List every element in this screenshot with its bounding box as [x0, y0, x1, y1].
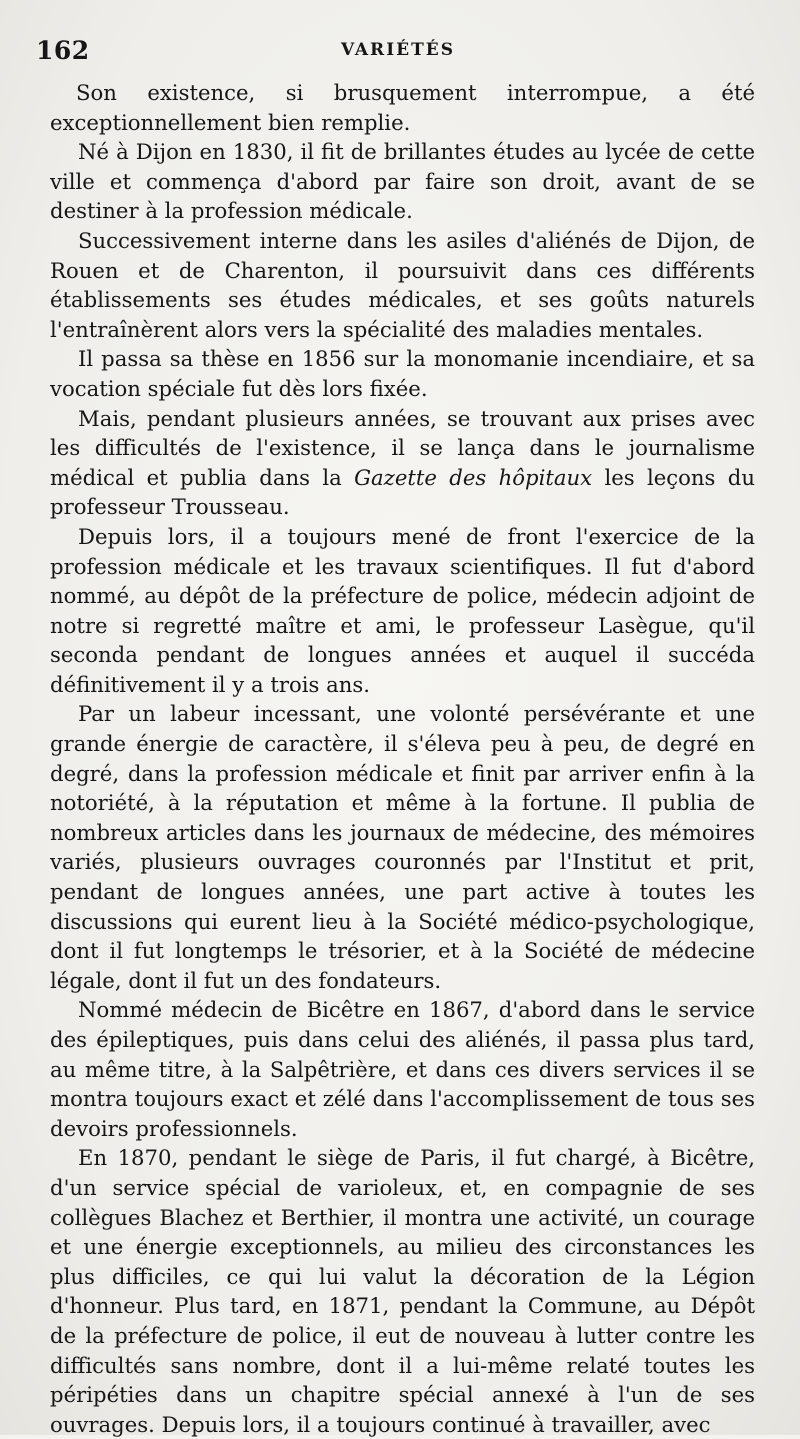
paragraph: Il passa sa thèse en 1856 sur la monomanie incendiaire, et sa vocation spéciale fut dès lors fixée. — [50, 346, 755, 401]
paragraph-text: Mais, pendant plusieurs années, se trouvant aux prises avec les difficultés de l'existence, il se lança dans le journalisme médical et publia dans la — [50, 405, 755, 490]
paragraph-text: les leçons du professeur Trousseau. — [50, 464, 755, 520]
body-text — [50, 78, 755, 1439]
paragraph: Nommé médecin de Bicêtre en 1867, d'abord dans le service des épileptiques, puis dans celui des aliénés, il passa plus tard, au même titre, à la Salpêtrière, et dans ces divers services il se montra toujours exact et zélé dans l'accomplissement de tous ses devoirs professionnels. — [50, 997, 755, 1141]
paragraph: Par un labeur incessant, une volonté persévérante et une grande énergie de caractère, il s'éleva peu à peu, de degré en degré, dans la profession médicale et finit par arriver enfin à la notoriété, à la réputation et même à la fortune. Il publia de nombreux articles dans les journaux de médecine, des mémoires variés, plusieurs ouvrages couronnés par l'Institut et prit, pendant de longues années, une part active à toutes les discussions qui eurent lieu à la Société médico-psychologique, dont il fut longtemps le trésorier, et à la Société de médecine légale, dont il fut un des fondateurs. — [50, 701, 755, 993]
page-header — [36, 36, 750, 72]
paragraph — [50, 404, 755, 522]
journal-title: Gazette des hôpitaux — [354, 464, 593, 490]
paragraph: Son existence, si brusquement interrompue, a été exceptionnellement bien remplie. — [50, 80, 755, 135]
page-number: 162 — [36, 36, 90, 65]
paragraph: Depuis lors, il a toujours mené de front l'exercice de la profession médicale et les travaux scientifiques. Il fut d'abord nommé, au dépôt de la préfecture de police, médecin adjoint de notre si regretté maître et ami, le professeur Lasègue, qu'il seconda pendant de longues années et auquel il succéda définitivement il y a trois ans. — [50, 523, 755, 697]
paragraph: Successivement interne dans les asiles d'aliénés de Dijon, de Rouen et de Charenton, il poursuivit dans ces différents établissements ses études médicales, et ses goûts naturels l'entraînèrent alors vers la spécialité des maladies mentales. — [50, 227, 755, 342]
running-head: VARIÉTÉS — [341, 40, 455, 60]
paragraph: Né à Dijon en 1830, il fit de brillantes études au lycée de cette ville et commença d'abord par faire son droit, avant de se destiner à la profession médicale. — [50, 139, 755, 224]
paragraph: En 1870, pendant le siège de Paris, il fut chargé, à Bicêtre, d'un service spécial de varioleux, et, en compagnie de ses collègues Blachez et Berthier, il montra une activité, un courage et une énergie exceptionnels, au milieu des circonstances les plus difficiles, ce qui lui valut la décoration de la Légion d'honneur. Plus tard, en 1871, pendant la Commune, au Dépôt de la préfecture de police, il eut de nouveau à lutter contre les difficultés sans nombre, dont il a lui-même relaté toutes les péripéties dans un chapitre spécial annexé à l'un de ses ouvrages. Depuis lors, il a toujours continué à travailler, avec — [50, 1145, 755, 1437]
